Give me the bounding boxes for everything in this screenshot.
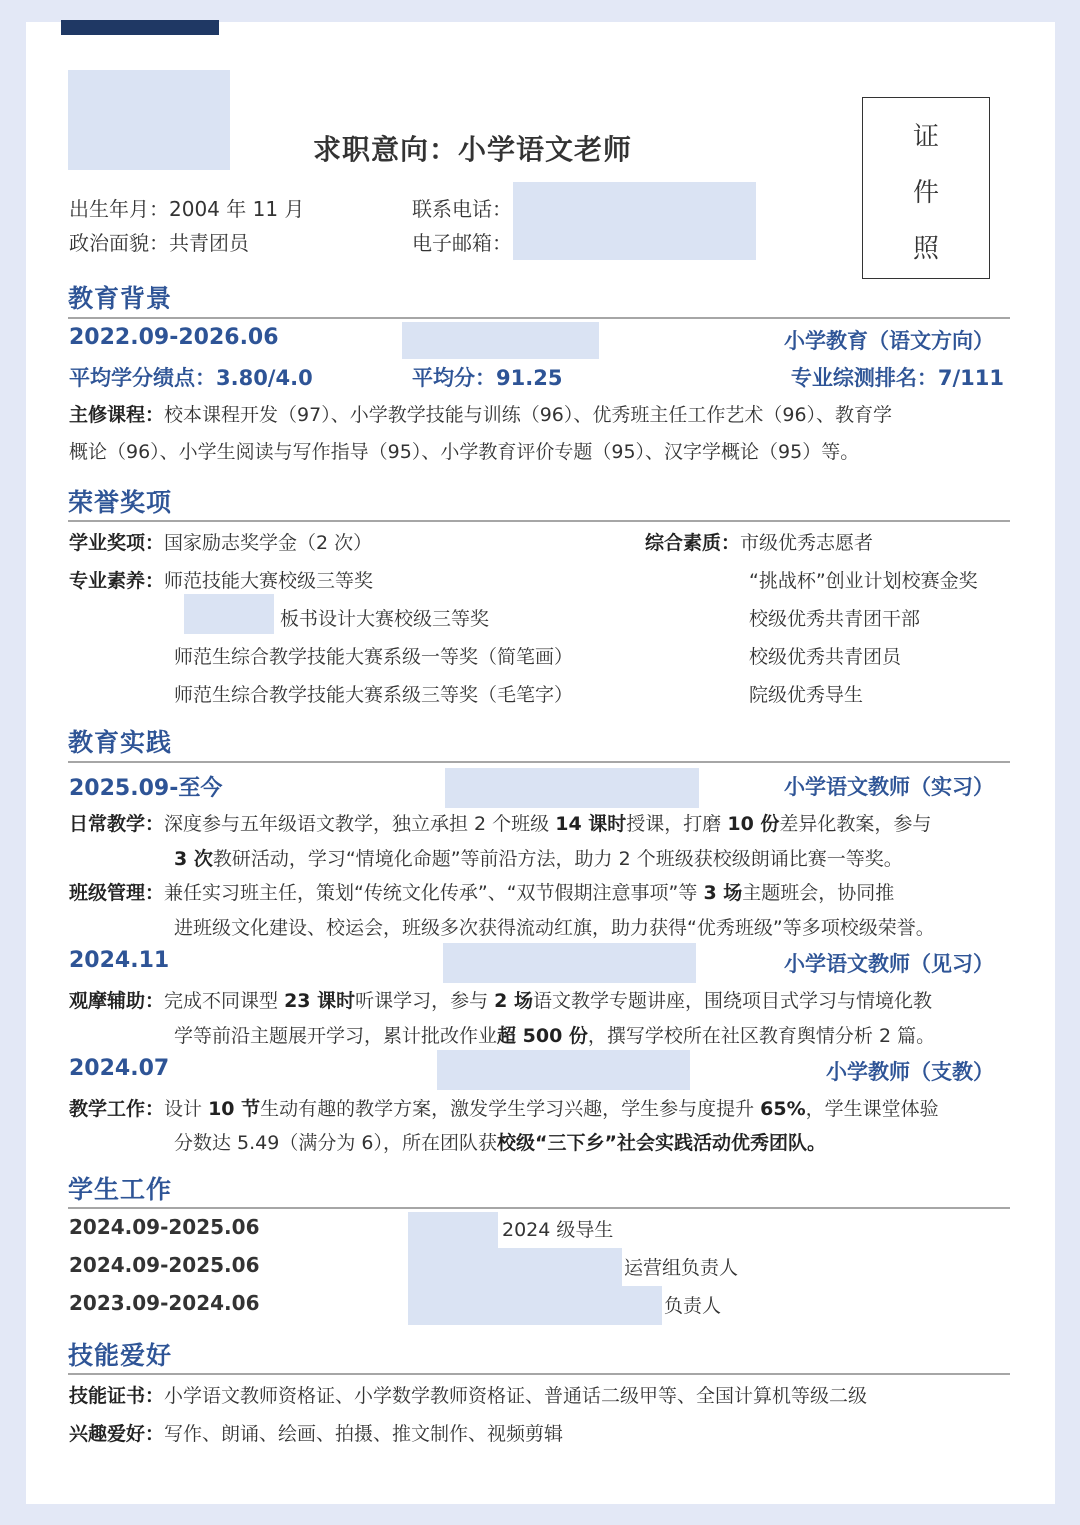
education-major: 小学教育（语文方向） xyxy=(784,329,994,353)
overall-award-item: 校级优秀共青团干部 xyxy=(749,608,921,630)
professional-award-item: 师范技能大赛校级三等奖 xyxy=(164,570,374,592)
redacted-contact xyxy=(513,182,756,260)
text: 学等前沿主题展开学习，累计批改作业 xyxy=(174,1025,498,1047)
hobbies-value: 写作、朗诵、绘画、拍摄、推文制作、视频剪辑 xyxy=(164,1423,564,1445)
political-status: 政治面貌：共青团员 xyxy=(69,231,249,255)
text: 分数达 5.49（满分为 6），所在团队获 xyxy=(174,1132,497,1154)
academic-award-label: 学业奖项： xyxy=(69,532,165,554)
photo-char: 证 xyxy=(912,122,939,152)
education-gpa: 平均学分绩点：3.80/4.0 xyxy=(69,366,313,390)
student-work-period: 2024.09-2025.06 xyxy=(69,1253,260,1277)
hobbies-label: 兴趣爱好： xyxy=(69,1423,165,1445)
redacted-school xyxy=(437,1050,690,1090)
professional-award-item: 师范生综合教学技能大赛系级三等奖（毛笔字） xyxy=(174,684,574,706)
text: 兼任实习班主任，策划“传统文化传承”、“双节假期注意事项”等 xyxy=(164,882,704,904)
class-management-line-2: 进班级文化建设、校运会，班级多次获得流动红旗，助力获得“优秀班级”等多项校级荣誉。 xyxy=(174,917,935,939)
text: 完成不同课型 xyxy=(164,990,285,1012)
text: ，学生课堂体验 xyxy=(805,1098,939,1120)
highlight: 2 场 xyxy=(494,990,534,1012)
teaching-work-label: 教学工作： xyxy=(69,1098,165,1120)
highlight: 校级“三下乡”社会实践活动优秀团队。 xyxy=(496,1132,826,1154)
text: 听课学习，参与 xyxy=(355,990,495,1012)
daily-teaching-line-2 xyxy=(174,844,903,871)
text: ，撰写学校所在社区教育舆情分析 2 篇。 xyxy=(587,1025,936,1047)
courses-line-2: 概论（96）、小学生阅读与写作指导（95）、小学教育评价专题（95）、汉字学概论（95）等。 xyxy=(69,441,860,463)
professional-award-item: 板书设计大赛校级三等奖 xyxy=(280,608,490,630)
class-management-line-1 xyxy=(69,878,894,905)
overall-award-item: “挑战杯”创业计划校赛金奖 xyxy=(749,570,978,592)
highlight: 14 课时 xyxy=(555,813,627,835)
redacted-school xyxy=(445,768,699,808)
highlight: 10 节 xyxy=(208,1098,261,1120)
overall-award-item: 市级优秀志愿者 xyxy=(740,532,874,554)
section-title-skills: 技能爱好 xyxy=(68,1341,173,1370)
certificates-value: 小学语文教师资格证、小学数学教师资格证、普通话二级甲等、全国计算机等级二级 xyxy=(164,1385,868,1407)
professional-award-item: 师范生综合教学技能大赛系级一等奖（简笔画） xyxy=(174,646,574,668)
courses-text: 校本课程开发（97）、小学教学技能与训练（96）、优秀班主任工作艺术（96）、教育学 xyxy=(164,404,893,426)
professional-award-label: 专业素养： xyxy=(69,570,165,592)
header-accent-bar xyxy=(61,20,219,35)
phone-label: 联系电话： xyxy=(412,197,512,221)
certificates xyxy=(69,1381,867,1408)
id-photo-box xyxy=(862,97,990,279)
highlight: 3 次 xyxy=(174,848,213,870)
courses-label: 主修课程： xyxy=(69,404,165,426)
job-intention-title: 求职意向：小学语文老师 xyxy=(313,133,633,166)
text: 教研活动，学习“情境化命题”等前沿方法，助力 2 个班级获校级朗诵比赛一等奖。 xyxy=(212,848,903,870)
certificates-label: 技能证书： xyxy=(69,1385,165,1407)
student-work-role: 负责人 xyxy=(664,1295,722,1317)
text: 主题班会，协同推 xyxy=(742,882,895,904)
student-work-role: 2024 级导生 xyxy=(502,1219,614,1241)
professional-award xyxy=(69,566,373,593)
practice-role: 小学语文教师（实习） xyxy=(784,775,994,799)
section-divider xyxy=(68,1373,1010,1375)
academic-award-value: 国家励志奖学金（2 次） xyxy=(164,532,373,554)
practice-role: 小学教师（支教） xyxy=(826,1060,994,1084)
section-title-education: 教育背景 xyxy=(68,284,173,313)
overall-award-label: 综合素质： xyxy=(645,532,741,554)
highlight: 超 500 份 xyxy=(497,1025,588,1047)
redacted-block xyxy=(408,1248,622,1286)
overall-award-item: 校级优秀共青团员 xyxy=(749,646,902,668)
highlight: 3 场 xyxy=(703,882,743,904)
observation-line-2 xyxy=(174,1021,935,1048)
redacted-block xyxy=(408,1212,498,1248)
email-label: 电子邮箱： xyxy=(412,231,512,255)
overall-award-item: 院级优秀导生 xyxy=(749,684,864,706)
section-divider xyxy=(68,317,1010,319)
highlight: 23 课时 xyxy=(284,990,356,1012)
section-title-honors: 荣誉奖项 xyxy=(68,488,173,517)
practice-period: 2024.11 xyxy=(69,948,170,973)
text: 语文教学专题讲座，围绕项目式学习与情境化教 xyxy=(533,990,933,1012)
section-divider xyxy=(68,761,1010,763)
hobbies xyxy=(69,1419,563,1446)
redacted-school xyxy=(402,322,599,359)
redacted-school xyxy=(443,943,696,983)
daily-teaching-line-1 xyxy=(69,809,931,836)
section-divider xyxy=(68,520,1010,522)
redacted-block xyxy=(184,594,274,634)
redacted-block xyxy=(68,70,230,170)
birth-date: 出生年月：2004 年 11 月 xyxy=(69,197,305,221)
text: 深度参与五年级语文教学，独立承担 2 个班级 xyxy=(164,813,556,835)
academic-award xyxy=(69,528,372,555)
text: 差异化教案，参与 xyxy=(779,813,932,835)
class-management-label: 班级管理： xyxy=(69,882,165,904)
observation-label: 观摩辅助： xyxy=(69,990,165,1012)
practice-period: 2024.07 xyxy=(69,1056,170,1081)
courses-line-1 xyxy=(69,400,892,427)
text: 设计 xyxy=(164,1098,209,1120)
text: 授课，打磨 xyxy=(626,813,728,835)
practice-period: 2025.09-至今 xyxy=(69,776,223,801)
education-period: 2022.09-2026.06 xyxy=(69,325,279,350)
education-rank: 专业综测排名：7/111 xyxy=(790,366,1004,390)
observation-line-1 xyxy=(69,986,932,1013)
practice-role: 小学语文教师（见习） xyxy=(784,952,994,976)
education-average: 平均分：91.25 xyxy=(412,366,563,390)
highlight: 65% xyxy=(760,1098,806,1120)
photo-char: 件 xyxy=(912,178,939,208)
text: 生动有趣的教学方案，激发学生学习兴趣，学生参与度提升 xyxy=(260,1098,761,1120)
student-work-role: 运营组负责人 xyxy=(624,1257,739,1279)
section-title-practice: 教育实践 xyxy=(68,728,173,757)
overall-award xyxy=(645,528,873,555)
teaching-work-line-1 xyxy=(69,1094,939,1121)
photo-char: 照 xyxy=(912,234,939,264)
redacted-block xyxy=(408,1286,662,1325)
section-title-student-work: 学生工作 xyxy=(68,1175,173,1204)
student-work-period: 2024.09-2025.06 xyxy=(69,1215,260,1239)
section-divider xyxy=(68,1207,1010,1209)
daily-teaching-label: 日常教学： xyxy=(69,813,165,835)
highlight: 10 份 xyxy=(727,813,780,835)
teaching-work-line-2 xyxy=(174,1128,826,1155)
student-work-period: 2023.09-2024.06 xyxy=(69,1291,260,1315)
